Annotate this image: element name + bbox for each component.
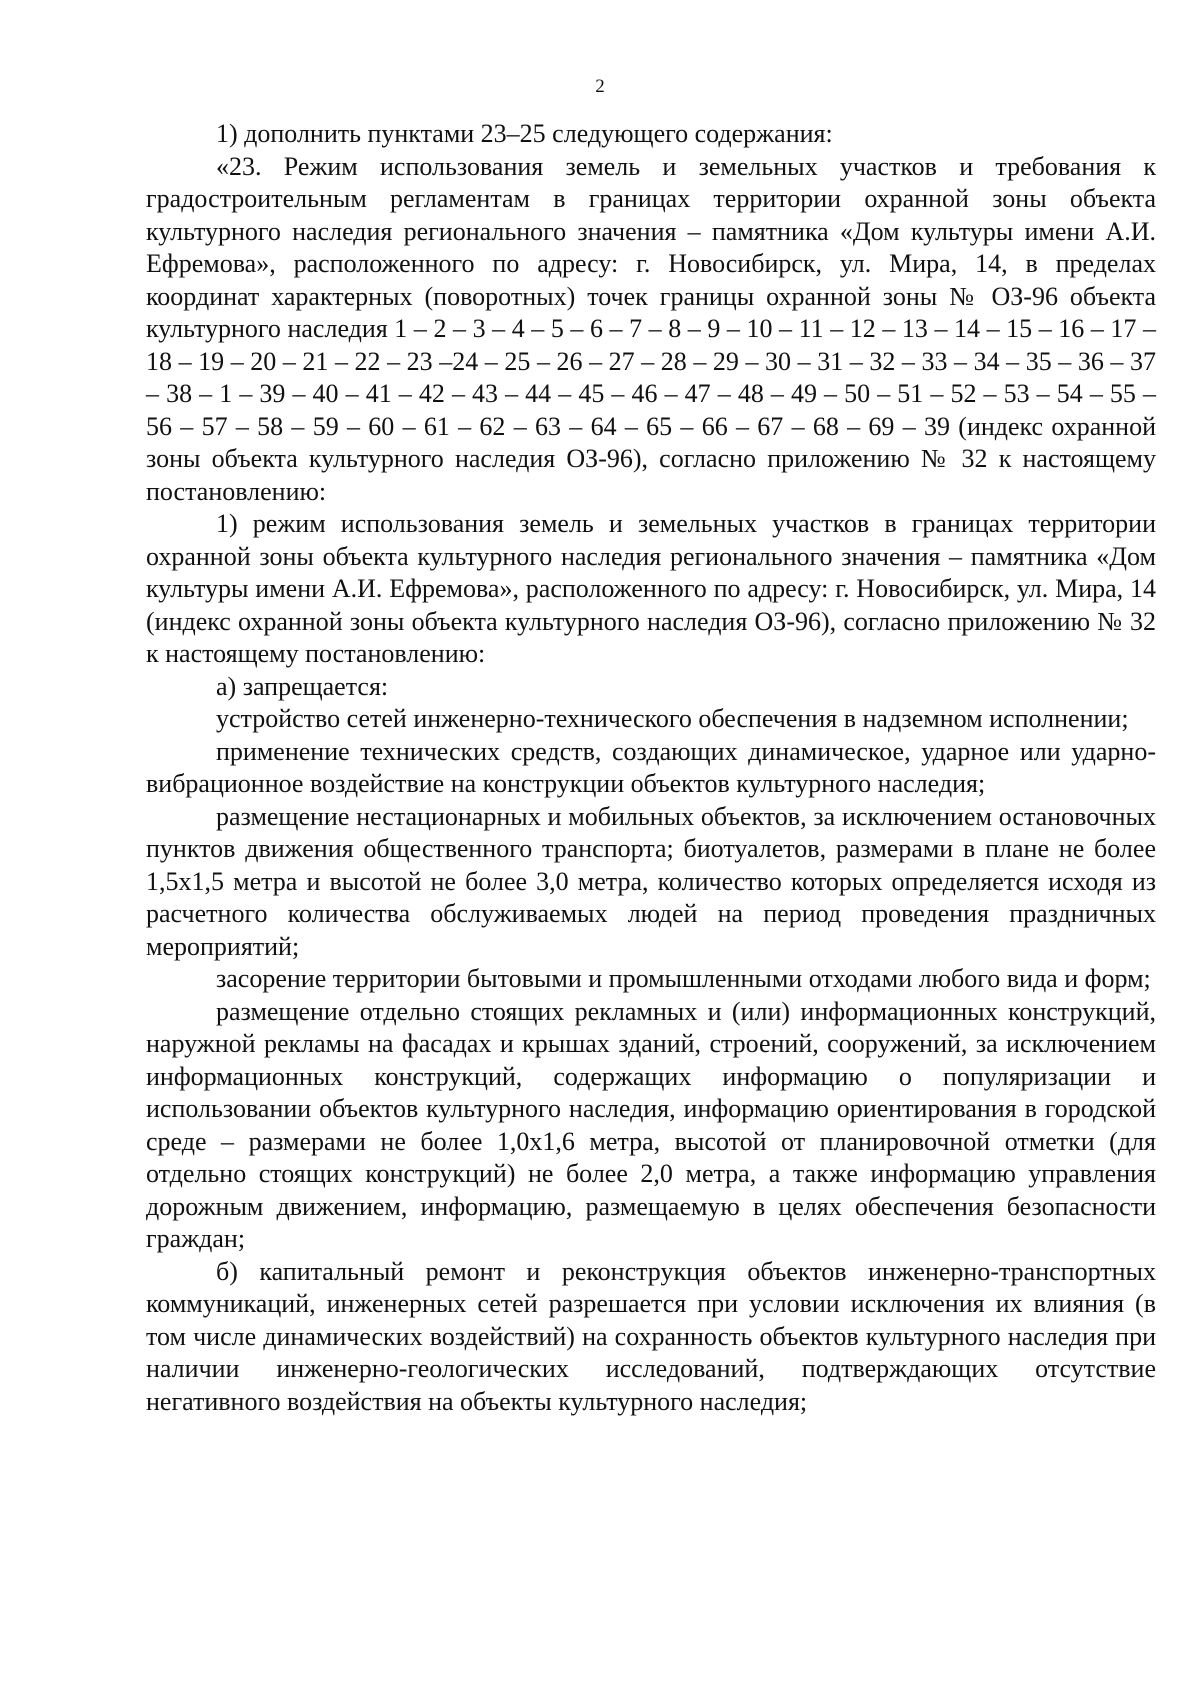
paragraph-advertising: размещение отдельно стоящих рекламных и (или) информационных конструкций, наружной рекламы на фасадах и крышах зданий, строений, сооружений, за исключением информационных конструкций, содержащих информацию о популяризации и использовании объектов культурного наследия, информацию ориентирования в городской среде – размерами не более 1,0х1,6 метра, высотой от планировочной отметки (для отдельно стоящих конструкций) не более 2,0 метра, а также информацию управления дорожным движением, информацию, размещаемую в целях обеспечения безопасности граждан; <box>146 996 1156 1253</box>
paragraph-technical-means: применение технических средств, создающих динамическое, ударное или ударно-вибрационное воздействие на конструкции объектов культурного наследия; <box>146 736 1156 798</box>
paragraph-regime: 1) режим использования земель и земельных участков в границах территории охранной зоны объекта культурного наследия регионального значения – памятника «Дом культуры имени А.И. Ефремова», расположенного по адресу: г. Новосибирск, ул. Мира, 14 (индекс охранной зоны объекта культурного наследия ОЗ-96), согласно приложению № 32 к настоящему постановлению: <box>146 509 1156 668</box>
page-number: 2 <box>595 76 605 97</box>
paragraph-mobile-objects: размещение нестационарных и мобильных объектов, за исключением остановочных пунктов движения общественного транспорта; биотуалетов, размерами в плане не более 1,5х1,5 метра и высотой не более 3,0 метра, количество которых определяется исходя из расчетного количества обслуживаемых людей на период проведения праздничных мероприятий; <box>146 801 1156 961</box>
paragraph-capital-repair: б) капитальный ремонт и реконструкция объектов инженерно-транспортных коммуникаций, инженерных сетей разрешается при условии исключения их влияния (в том числе динамических воздействий) на сохранность объектов культурного наследия при наличии инженерно-геологических исследований, подтверждающих отсутствие негативного воздействия на объекты культурного наследия; <box>146 1256 1156 1416</box>
paragraph-littering: засорение территории бытовыми и промышленными отходами любого вида и форм; <box>216 964 1151 993</box>
document-body <box>146 118 1156 1418</box>
paragraph-intro: 1) дополнить пунктами 23–25 следующего содержания: <box>216 119 833 148</box>
paragraph-prohibited-heading: а) запрещается: <box>216 671 389 701</box>
paragraph-engineering-networks: устройство сетей инженерно-технического обеспечения в надземном исполнении; <box>216 704 1129 733</box>
paragraph-item-23: «23. Режим использования земель и земельных участков и требования к градостроительным регламентам в границах территории охранной зоны объекта культурного наследия регионального значения – памятника «Дом культуры имени А.И. Ефремова», расположенного по адресу: г. Новосибирск, ул. Мира, 14, в пределах координат характерных (поворотных) точек границы охранной зоны № ОЗ-96 объекта культурного наследия 1 – 2 – 3 – 4 – 5 – 6 – 7 – 8 – 9 – 10 – 11 – 12 – 13 – 14 – 15 – 16 – 17 – 18 – 19 – 20 – 21 – 22 – 23 –24 – 25 – 26 – 27 – 28 – 29 – 30 – 31 – 32 – 33 – 34 – 35 – 36 – 37 – 38 – 1 – 39 – 40 – 41 – 42 – 43 – 44 – 45 – 46 – 47 – 48 – 49 – 50 – 51 – 52 – 53 – 54 – 55 – 56 – 57 – 58 – 59 – 60 – 61 – 62 – 63 – 64 – 65 – 66 – 67 – 68 – 69 – 39 (индекс охранной зоны объекта культурного наследия ОЗ-96), согласно приложению № 32 к настоящему постановлению: <box>146 151 1156 506</box>
